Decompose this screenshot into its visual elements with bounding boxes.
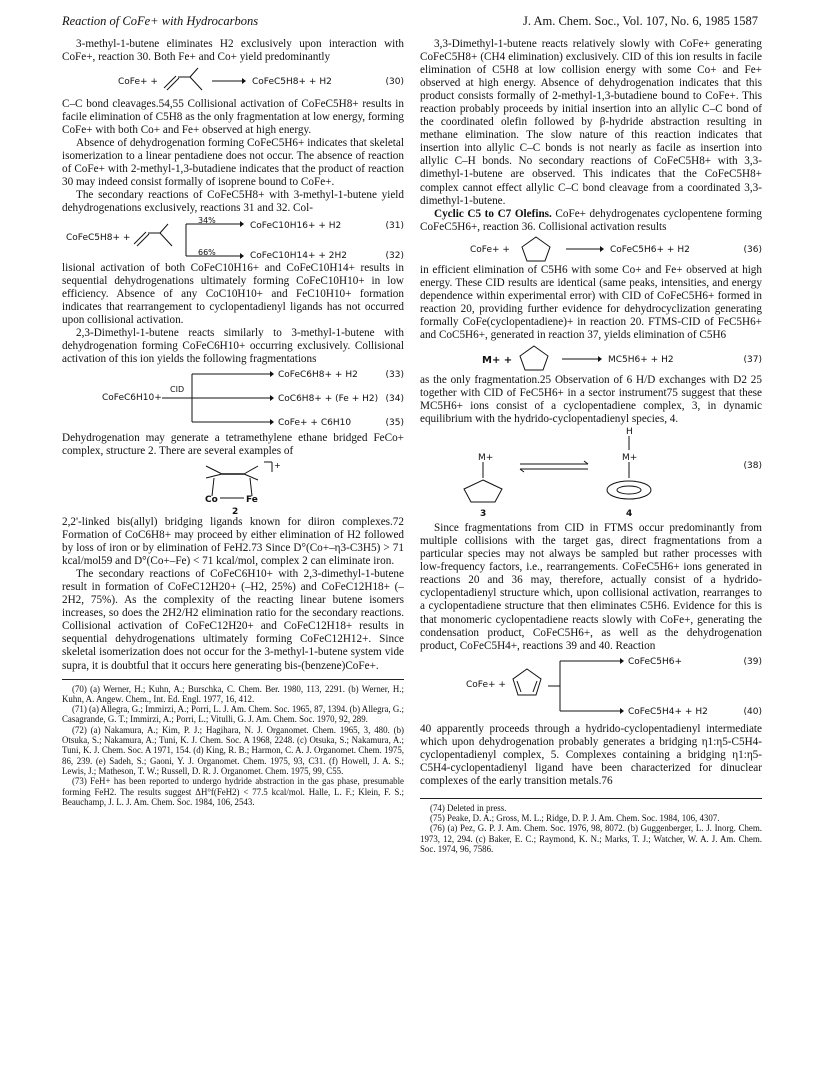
paragraph: C–C bond cleavages.54,55 Collisional activation of CoFeC5H8+ results in facile elimination of C5H8 as the only fragmentation at low energy, forming CoFe+ with both Co+ and Fe+ observed at high energy. bbox=[62, 98, 404, 137]
svg-text:+: + bbox=[274, 460, 281, 470]
footnote: (70) (a) Werner, H.; Kuhn, A.; Burschka, C. Chem. Ber. 1980, 113, 2291. (b) Werner, H.; Kuhn, A. Angew. Chem., Int. Ed. Engl. 1977, 16, 412. bbox=[62, 683, 404, 704]
equation-38 bbox=[420, 426, 762, 522]
eq-lhs: CoFeC6H10+ bbox=[102, 392, 162, 403]
branch-arrows bbox=[548, 657, 624, 715]
metal-label: M+ bbox=[622, 453, 638, 464]
eq-product: CoFeC6H8+ + H2 bbox=[278, 369, 358, 380]
eq-number: (34) bbox=[385, 393, 404, 404]
footnotes bbox=[420, 798, 762, 854]
right-column bbox=[420, 38, 762, 854]
branch-percent: 66% bbox=[198, 247, 216, 257]
paragraph: The secondary reactions of CoFeC6H10+ with 2,3-dimethyl-1-butene result in formation of CoFeC12H20+ (–H2, 25%) and CoFeC12H18+ (–2H2, 75%). As the complexity of the reacting linear butene isomers increases, so does the 2H2/H2 elimination ratio for the secondary reactions. Collisional activation of CoFeC12H20+ and CoFeC12H18+ results in sequential dehydrogenations ultimately forming CoFeC12H12+. Since skeletal isomerization does not occur for the 3-methyl-1-butene system vide supra, it is doubtful that it occurs here generating bis-(benzene)CoFe+. bbox=[62, 568, 404, 672]
equilibrium-structures bbox=[420, 426, 762, 522]
cyclopentene-structure bbox=[518, 234, 554, 264]
running-title: Reaction of CoFe+ with Hydrocarbons bbox=[62, 14, 259, 28]
eq-number: (31) bbox=[385, 220, 404, 231]
eq-product: CoFe+ + C6H10 bbox=[278, 417, 352, 428]
cyclopentene-structure bbox=[516, 343, 552, 373]
footnote: (71) (a) Allegra, G.; Immirzi, A.; Porri, L. J. Am. Chem. Soc. 1965, 87, 1394. (b) Allegra, G.; Casagrande, G. T.; Immirzi, A.; Porri, L.; Vitulli, G. J. Am. Chem. Soc. 1970, 92, 289. bbox=[62, 704, 404, 725]
paragraph: 2,2'-linked bis(allyl) bridging ligands known for diiron complexes.72 Formation of CoC6H8+ may proceed by either elimination of H2 followed by loss of iron or by elimination of FeH2.73 Since D°(Co+–η3-C3H5) > 71 kcal/mol59 and D°(Co+–Fe) < 71 kcal/mol, complex 2 can eliminate iron. bbox=[62, 515, 404, 568]
eq-number: (36) bbox=[743, 244, 762, 255]
structure-number: 3 bbox=[480, 509, 487, 520]
paragraph-text: CoFe+ dehydrogenates cyclopentene forming CoFeC5H6+, reaction 36. Collisional activation results bbox=[420, 207, 762, 233]
eq-number: (37) bbox=[743, 354, 762, 365]
eq-product: CoFeC10H14+ + 2H2 bbox=[250, 250, 347, 261]
paragraph: as the only fragmentation.25 Observation of 6 H/D exchanges with D2 25 together with CID of FeC5H6+ in a sector instrument75 suggest that these MC5H6+ ions consist of a cyclopentadiene complex, 3, in dynamic equilibrium with the hydrido-cyclopentadienyl species, 4. bbox=[420, 373, 762, 426]
equation-39-40 bbox=[420, 653, 762, 717]
eq-number: (40) bbox=[743, 706, 762, 717]
eq-product: CoFeC10H16+ + H2 bbox=[250, 220, 342, 231]
eq-number: (33) bbox=[385, 369, 404, 380]
reaction-arrow bbox=[562, 356, 602, 362]
paragraph: in efficient elimination of C5H6 with some Co+ and Fe+ observed at high energy. These CID results are identical (same peaks, intensities, and energy dependence within experimental error) with CID of CoFeC5H6+ formed in reaction 20, providing further evidence for dehydrocyclization generating formally CoFe(cyclopentadiene)+ in reaction 20. FTMS-CID of FeC5H6+ and CoC5H6+, generated in reaction 37, yields elimination of C5H6 bbox=[420, 263, 762, 341]
eq-rhs: CoFeC5H8+ + H2 bbox=[252, 77, 332, 88]
equation-37 bbox=[420, 342, 762, 374]
eq-number: (39) bbox=[743, 656, 762, 667]
eq-rhs: MC5H6+ + H2 bbox=[608, 354, 674, 365]
cyclopentadiene-structure bbox=[510, 665, 544, 699]
eq-lhs: CoFeC5H8+ + bbox=[66, 232, 131, 243]
branch-percent: 34% bbox=[198, 215, 216, 225]
structure-number: 2 bbox=[232, 506, 239, 517]
eq-number: (35) bbox=[385, 417, 404, 428]
eq-lhs: CoFe+ + bbox=[118, 77, 158, 88]
paragraph: 3-methyl-1-butene eliminates H2 exclusively upon interaction with CoFe+, reaction 30. Both Fe+ and Co+ yield predominantly bbox=[62, 38, 404, 64]
equation-30 bbox=[62, 64, 404, 98]
structure-number: 4 bbox=[626, 509, 633, 520]
paragraph: 2,3-Dimethyl-1-butene reacts similarly to 3-methyl-1-butene with dehydrogenation forming CoFeC6H10+ occurring exclusively. Collisional activation of this ion yields the following fragmentations bbox=[62, 326, 404, 365]
footnotes bbox=[62, 679, 404, 808]
eq-product: CoFeC5H6+ bbox=[628, 656, 683, 667]
eq-product: CoFeC5H4+ + H2 bbox=[628, 706, 708, 717]
atom-label: Fe bbox=[246, 494, 258, 505]
footnote: (75) Peake, D. A.; Gross, M. L.; Ridge, D. P. J. Am. Chem. Soc. 1984, 106, 4307. bbox=[430, 813, 720, 824]
footnote: (74) Deleted in press. bbox=[430, 802, 507, 813]
equation-33-35 bbox=[62, 366, 404, 426]
eq-lhs: CoFe+ + bbox=[466, 679, 506, 690]
paragraph: Absence of dehydrogenation forming CoFeC5H6+ indicates that skeletal isomerization to a linear pentadiene does not occur. The absence of reaction of CoFe+ with 2-methyl-1,3-butadiene indicates that the product of reaction 30 may indeed consist formally of isoprene bound to CoFe+. bbox=[62, 137, 404, 189]
equation-36 bbox=[420, 234, 762, 264]
eq-number: (32) bbox=[385, 250, 404, 261]
section-heading: Cyclic C5 to C7 Olefins. bbox=[434, 207, 552, 220]
journal-citation: J. Am. Chem. Soc., Vol. 107, No. 6, 1985 1587 bbox=[523, 14, 758, 28]
footnote: (76) (a) Pez, G. P. J. Am. Chem. Soc. 1976, 98, 8072. (b) Guggenberger, L. J. Inorg. Chem. 1973, 12, 294. (c) Baker, E. C.; Raymond, K. N.; Marks, T. J.; Watcher, W. A. J. Am. Chem. Soc. 1974, 96, 7586. bbox=[420, 823, 762, 855]
eq-number: (38) bbox=[743, 461, 762, 472]
footnote: (73) FeH+ has been reported to undergo hydride abstraction in the gas phase, presumable forming FeH2. The results suggest ΔH°f(FeH2) < 77.5 kcal/mol. Halle, L. F.; Klein, F. S.; Beauchamp, J. L. J. Am. Chem. Soc. 1984, 106, 2543. bbox=[62, 776, 404, 807]
methylbutene-structure bbox=[162, 66, 208, 94]
left-column bbox=[62, 38, 404, 807]
eq-lhs: M+ + bbox=[482, 354, 513, 366]
eq-product: CoC6H8+ + (Fe + H2) bbox=[278, 393, 379, 404]
eq-lhs: CoFe+ + bbox=[470, 244, 510, 255]
methylbutene-structure bbox=[132, 222, 178, 250]
metal-label: M+ bbox=[478, 453, 494, 464]
eq-number: (30) bbox=[385, 77, 404, 88]
atom-label: Co bbox=[205, 494, 218, 505]
footnote: (72) (a) Nakamura, A.; Kim, P. J.; Hagihara, N. J. Organomet. Chem. 1965, 3, 480. (b) Otsuka, S.; Nakamura, A.; Tuni, K. J. Chem. Soc. A 1968, 2248. (c) Otsuka, S.; Nakamura, A.; Tuni, K. J. Chem. Soc. A 1971, 154. (d) King, R. B.; Harmon, C. A. J. Organomet. Chem. 1975, 86, 239. (e) Sadeh, S.; Gaoni, Y. J. Organomet. Chem. 1975, 93, C31. (f) Howell, J. A. S.; Lewis, J.; Matheson, T. W.; Russell, D. R. J. Organomet. Chem. 1975, 99, C55. bbox=[62, 724, 404, 776]
paragraph: 40 apparently proceeds through a hydrido-cyclopentadienyl intermediate which upon dehydrogenation probably generates a bridging η1:η5-C5H4-cyclopentadienyl complex, 5. Complexes containing a bridging η1:η5-C5H4-cyclopentadienyl ligand have been characterized for dinuclear complexes of the early transition metals.76 bbox=[420, 722, 762, 787]
reaction-arrow bbox=[566, 246, 604, 252]
atom-label: H bbox=[626, 427, 633, 438]
paragraph: lisional activation of both CoFeC10H16+ and CoFeC10H14+ results in sequential dehydrogenations ultimately forming CoFeC10H10+ in low efficiency. Absence of any CoC10H10+ and FeC10H10+ formation indicates that rearrangement to cyclopentadienyl ligands has not occurred upon collisional activation. bbox=[62, 261, 404, 326]
eq-rhs: CoFeC5H6+ + H2 bbox=[610, 244, 690, 255]
paragraph: The secondary reactions of CoFeC5H8+ with 3-methyl-1-butene yield dehydrogenations exclusively, reactions 31 and 32. Col- bbox=[62, 189, 404, 215]
reaction-arrow bbox=[212, 78, 246, 84]
structure-2 bbox=[62, 458, 404, 516]
paragraph bbox=[420, 208, 762, 234]
paragraph: 3,3-Dimethyl-1-butene reacts relatively slowly with CoFe+ generating CoFeC5H8+ (CH4 elimination) exclusively. CID of this ion results in facile elimination of C5H8 at low collision energy with some Co+ and Fe+ observed at high energy. Absence of dehydrogenation indicates that this product consists formally of 2-methyl-1,3-butadiene bound to CoFe+. This reaction probably proceeds by initial insertion into an allylic C–C bond of the coordinated olefin followed by β-hydride abstraction resulting in methane elimination. The slow nature of this reaction indicates that insertion into allylic C–C bonds is not nearly as facile as insertion into allylic C–H bonds. No secondary reactions of CoFeC5H8+ with 3,3-dimethyl-1-butene are observed. This indicates that the CoFeC5H8+ complex cannot effect allylic C–C bond cleavage from a coordinated 3,3-dimethyl-1-butene. bbox=[420, 38, 762, 207]
branch-arrows bbox=[162, 370, 274, 426]
paragraph: Since fragmentations from CID in FTMS occur predominantly from multiple collisions with the target gas, direct fragmentations from a particular species may not always be sampled but rather processes with low-frequency factors, i.e., rearrangements. CoFeC5H6+ ions generated in reactions 20 and 36 may, therefore, actually consist of a hydrido-cyclopentadienyl structure which, upon collisional activation, rearranges to a cyclopentadiene structure that then eliminates C5H6. Evidence for this is that monomeric cyclopentadiene reacts slowly with CoFe+, generating the condensation product, CoFeC5H6+, as well as the dehydrogenation product, CoFeC5H4+, reactions 39 and 40. Reaction bbox=[420, 522, 762, 652]
equation-31-32 bbox=[62, 216, 404, 262]
paragraph: Dehydrogenation may generate a tetramethylene ethane bridged FeCo+ complex, structure 2. There are several examples of bbox=[62, 431, 404, 457]
cid-label: CID bbox=[170, 384, 185, 394]
